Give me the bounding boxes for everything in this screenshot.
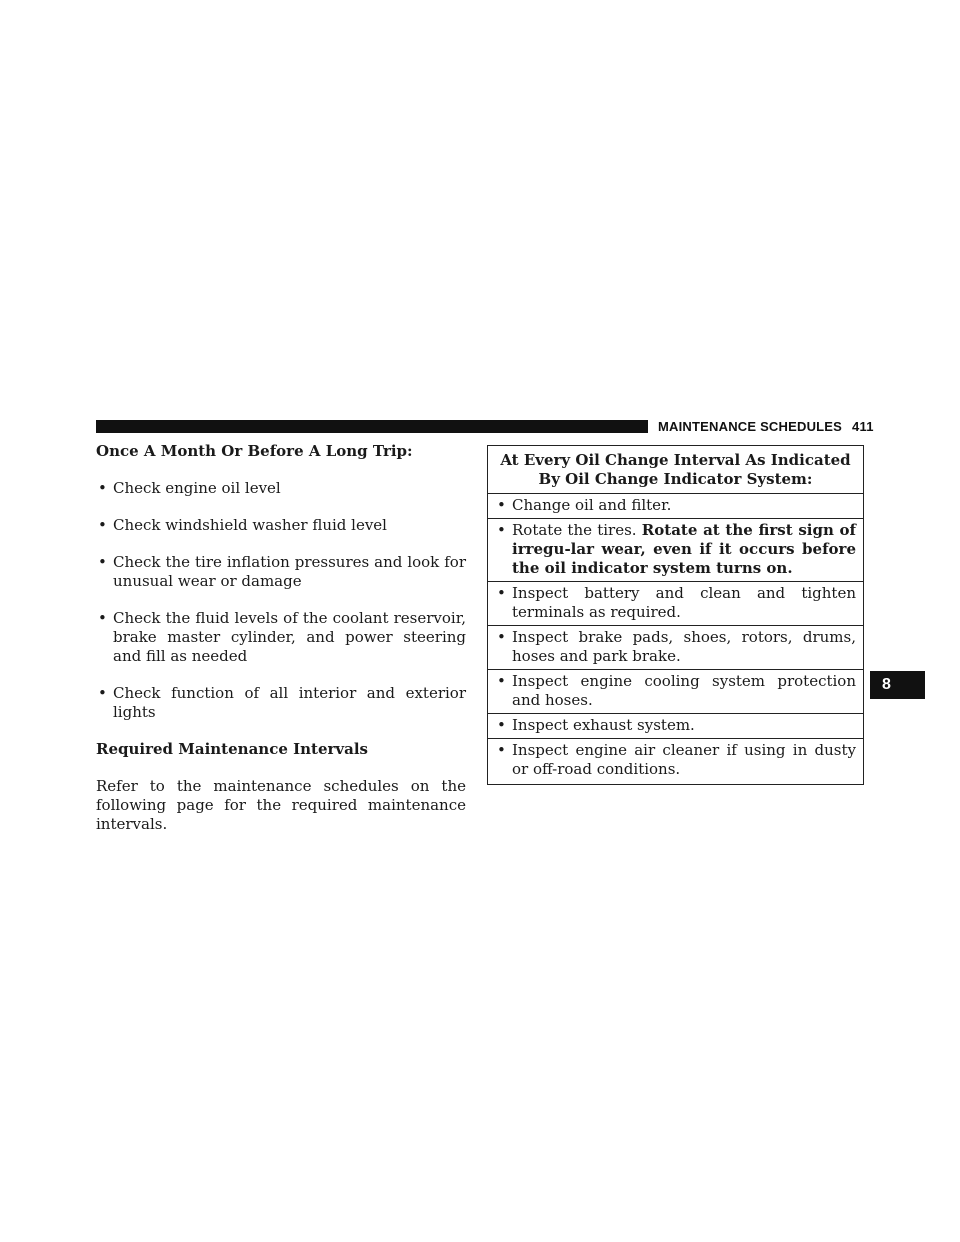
page-number: 411 <box>852 419 874 434</box>
table-row <box>488 519 863 582</box>
bullet-icon: • <box>98 684 107 702</box>
section-heading-intervals: Required Maintenance Intervals <box>96 740 368 758</box>
table-title: At Every Oil Change Interval As Indicated By Oil Change Indicator System: <box>488 446 863 494</box>
bullet-icon: • <box>497 628 506 646</box>
chapter-tab <box>870 671 925 699</box>
bullet-icon: • <box>497 496 506 514</box>
monthly-checklist <box>96 479 466 722</box>
bullet-icon: • <box>497 584 506 602</box>
row-text: Inspect engine air cleaner if using in dusty or off-road conditions. <box>512 741 856 778</box>
table-row <box>488 739 863 784</box>
section-title: MAINTENANCE SCHEDULES <box>658 419 843 434</box>
bullet-icon: • <box>497 672 506 690</box>
header-rule-bar <box>96 420 648 433</box>
table-row <box>488 714 863 739</box>
list-item-text: Check the fluid levels of the coolant reservoir, brake master cylinder, and power steering and fill as needed <box>113 609 466 665</box>
list-item-text: Check engine oil level <box>113 479 281 497</box>
list-item <box>96 684 466 722</box>
row-text: Change oil and filter. <box>512 496 672 514</box>
bullet-icon: • <box>98 516 107 534</box>
chapter-number: 8 <box>882 676 891 693</box>
table-row <box>488 582 863 626</box>
row-text: Inspect engine cooling system protection and hoses. <box>512 672 856 709</box>
row-text: Rotate the tires. <box>512 521 642 539</box>
list-item-text: Check function of all interior and exterior lights <box>113 684 466 721</box>
table-row <box>488 494 863 519</box>
table-row <box>488 670 863 714</box>
bullet-icon: • <box>497 521 506 539</box>
list-item <box>96 553 466 591</box>
bullet-icon: • <box>98 553 107 571</box>
row-text: Inspect battery and clean and tighten terminals as required. <box>512 584 856 621</box>
list-item-text: Check the tire inflation pressures and look for unusual wear or damage <box>113 553 466 590</box>
running-header <box>658 419 874 434</box>
bullet-icon: • <box>98 609 107 627</box>
row-text: Inspect brake pads, shoes, rotors, drums, hoses and park brake. <box>512 628 856 665</box>
list-item-text: Check windshield washer fluid level <box>113 516 387 534</box>
section-heading-monthly: Once A Month Or Before A Long Trip: <box>96 442 413 460</box>
intervals-paragraph: Refer to the maintenance schedules on the following page for the required maintenance intervals. <box>96 777 466 833</box>
row-text: Inspect exhaust system. <box>512 716 695 734</box>
table-row <box>488 626 863 670</box>
bullet-icon: • <box>497 741 506 759</box>
list-item <box>96 479 466 498</box>
oil-change-interval-table <box>487 445 864 785</box>
list-item <box>96 609 466 666</box>
left-column <box>96 442 466 834</box>
row-bold-text: Rotate at the first sign of irregu-lar wear, even if it occurs before the oil indicator system turns on. <box>512 521 856 577</box>
list-item <box>96 516 466 535</box>
bullet-icon: • <box>98 479 107 497</box>
bullet-icon: • <box>497 716 506 734</box>
